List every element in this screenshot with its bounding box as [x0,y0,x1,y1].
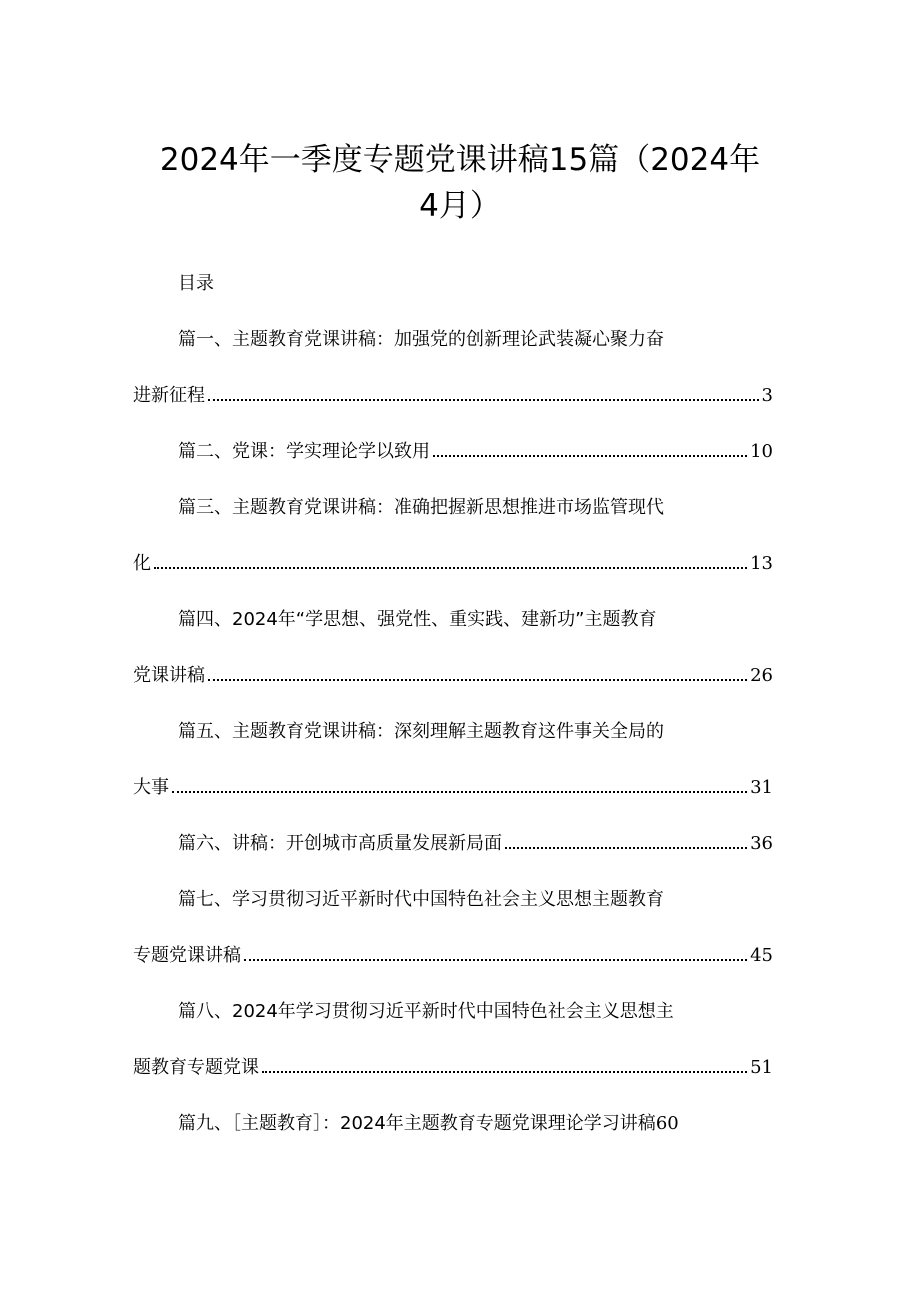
title-line-1: 2024年一季度专题党课讲稿15篇（2024年 [159,142,761,178]
toc-entry-4[interactable] [133,662,773,690]
toc-entry-3-page: 13 [750,553,773,574]
toc-heading: 目录 [178,273,214,294]
toc-entry-8-line2: 题教育专题党课 [133,1057,259,1078]
dot-leader [172,790,747,793]
toc-entry-3-line1[interactable]: 篇三、主题教育党课讲稿：准确把握新思想推进市场监管现代 [178,497,664,518]
toc-entry-1[interactable] [133,382,773,410]
toc-entry-5[interactable] [133,774,773,802]
toc-entry-7-page: 45 [750,945,773,966]
toc-entry-7-line1[interactable]: 篇七、学习贯彻习近平新时代中国特色社会主义思想主题教育 [178,889,664,910]
dot-leader [208,678,747,681]
toc-entry-4-page: 26 [750,665,773,686]
toc-entry-1-line1[interactable]: 篇一、主题教育党课讲稿：加强党的创新理论武装凝心聚力奋 [178,329,664,350]
toc-entry-6[interactable] [178,830,773,858]
page-title [0,137,920,229]
dot-leader [154,566,747,569]
dot-leader [262,1070,747,1073]
toc-entry-4-line2: 党课讲稿 [133,665,205,686]
toc-entry-3-line2: 化 [133,553,151,574]
toc-entry-3[interactable] [133,550,773,578]
toc-entry-2-page: 10 [750,441,773,462]
toc-entry-8-line1[interactable]: 篇八、2024年学习贯彻习近平新时代中国特色社会主义思想主 [178,1001,674,1022]
toc-entry-5-line2: 大事 [133,777,169,798]
toc-entry-8[interactable] [133,1054,773,1082]
dot-leader [244,958,747,961]
toc-entry-7[interactable] [133,942,773,970]
toc-entry-2-line1: 篇二、党课：学实理论学以致用 [178,441,430,462]
dot-leader [505,846,747,849]
toc-entry-6-line1: 篇六、讲稿：开创城市高质量发展新局面 [178,833,502,854]
toc-entry-9[interactable] [178,1110,773,1138]
toc-entry-7-line2: 专题党课讲稿 [133,945,241,966]
toc-entry-9-line1: 篇九、［主题教育］：2024年主题教育专题党课理论学习讲稿 [178,1113,656,1134]
toc-entry-8-page: 51 [750,1057,773,1078]
toc-entry-1-page: 3 [761,385,773,406]
toc-entry-6-page: 36 [750,833,773,854]
toc-entry-5-page: 31 [750,777,773,798]
toc-entry-1-line2: 进新征程 [133,385,205,406]
toc-entry-9-page: 60 [655,1113,679,1134]
toc-entry-2[interactable] [178,438,773,466]
title-line-2: 4月） [419,188,501,224]
toc-entry-5-line1[interactable]: 篇五、主题教育党课讲稿：深刻理解主题教育这件事关全局的 [178,721,664,742]
toc-entry-4-line1[interactable]: 篇四、2024年“学思想、强党性、重实践、建新功”主题教育 [178,609,657,630]
dot-leader [433,454,747,457]
dot-leader [208,398,759,401]
